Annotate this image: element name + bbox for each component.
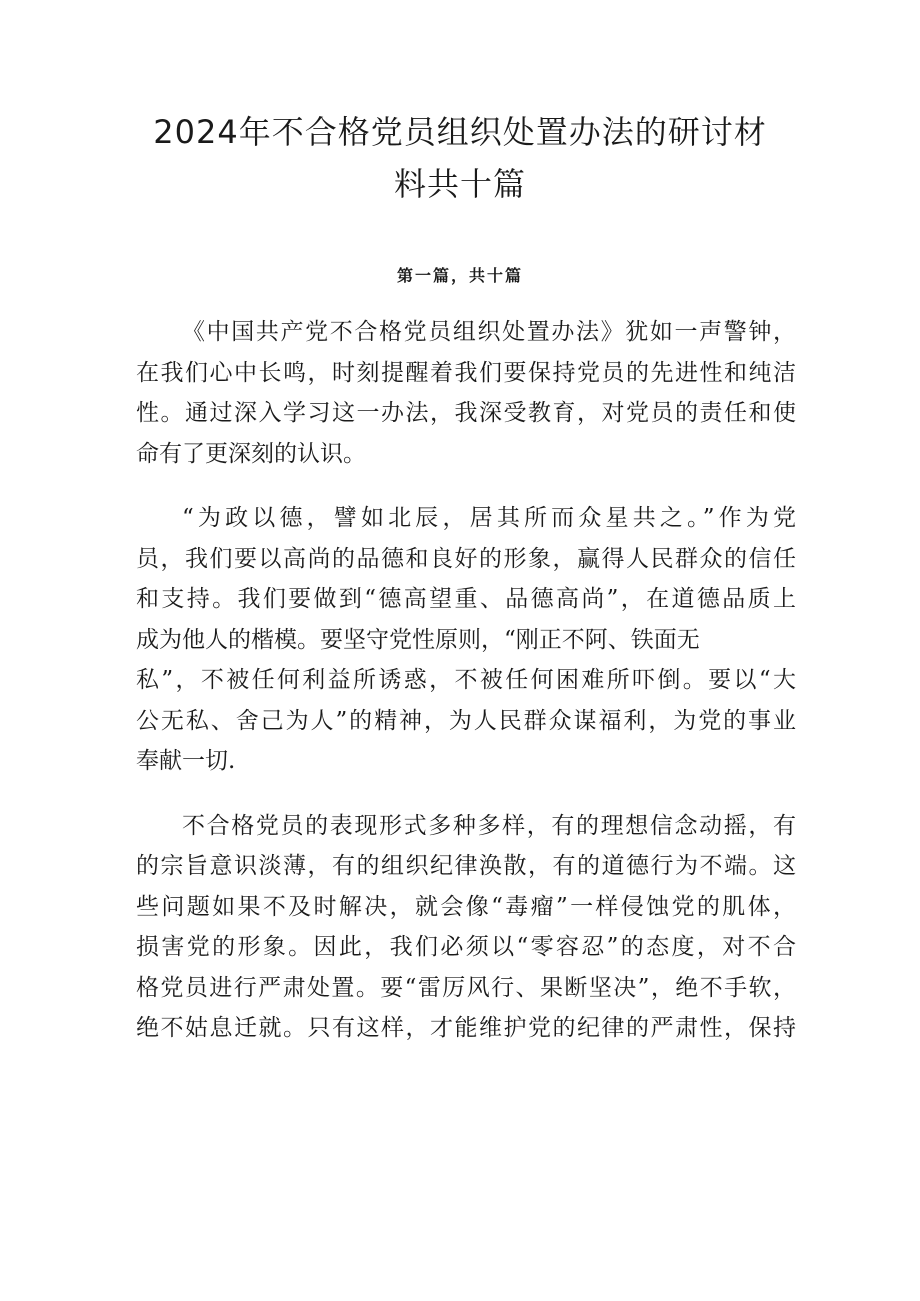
paragraph (136, 312, 796, 474)
text-line: “为政以德，譬如北辰，居其所而众星共之。”作为党 (182, 505, 796, 531)
text-line: 性。通过深入学习这一办法，我深受教育，对党员的责任和使 (136, 400, 796, 426)
text-line: 在我们心中长鸣，时刻提醒着我们要保持党员的先进性和纯洁 (136, 359, 796, 386)
document-body (136, 312, 796, 1073)
document-title-line: 料共十篇 (393, 165, 526, 203)
text-line: 些问题如果不及时解决，就会像“毒瘤”一样侵蚀党的肌体， (136, 893, 796, 920)
text-line: 格党员进行严肃处置。要“雷厉风行、果断坚决”，绝不手软， (136, 974, 796, 1001)
text-line: 《中国共产党不合格党员组织处置办法》犹如一声警钟， (182, 319, 796, 345)
text-line: 员，我们要以高尚的品德和良好的形象，赢得人民群众的信任 (136, 545, 796, 572)
text-line: 命有了更深刻的认识。 (136, 440, 366, 467)
text-line: 和支持。我们要做到“德高望重、品德高尚”，在道德品质上 (136, 586, 796, 612)
document-title-line: 2024年不合格党员组织处置办法的研讨材 (153, 113, 767, 151)
text-line: 损害党的形象。因此，我们必须以“零容忍”的态度，对不合 (136, 934, 796, 960)
section-heading: 第一篇，共十篇 (396, 266, 523, 285)
text-line: 私”，不被任何利益所诱惑，不被任何困难所吓倒。要以“大 (136, 667, 796, 693)
text-line: 成为他人的楷模。要坚守党性原则，“刚正不阿、铁面无 (136, 626, 700, 653)
text-line: 不合格党员的表现形式多种多样，有的理想信念动摇，有 (182, 812, 796, 839)
paragraph (136, 498, 796, 782)
text-line: 的宗旨意识淡薄，有的组织纪律涣散，有的道德行为不端。这 (136, 853, 796, 879)
document-title (120, 106, 800, 210)
paragraph (136, 806, 796, 1049)
text-line: 绝不姑息迁就。只有这样，才能维护党的纪律的严肃性，保持 (136, 1015, 796, 1041)
text-line: 公无私、舍己为人”的精神，为人民群众谋福利，为党的事业 (136, 707, 796, 734)
text-line: 奉献一切. (136, 748, 236, 774)
